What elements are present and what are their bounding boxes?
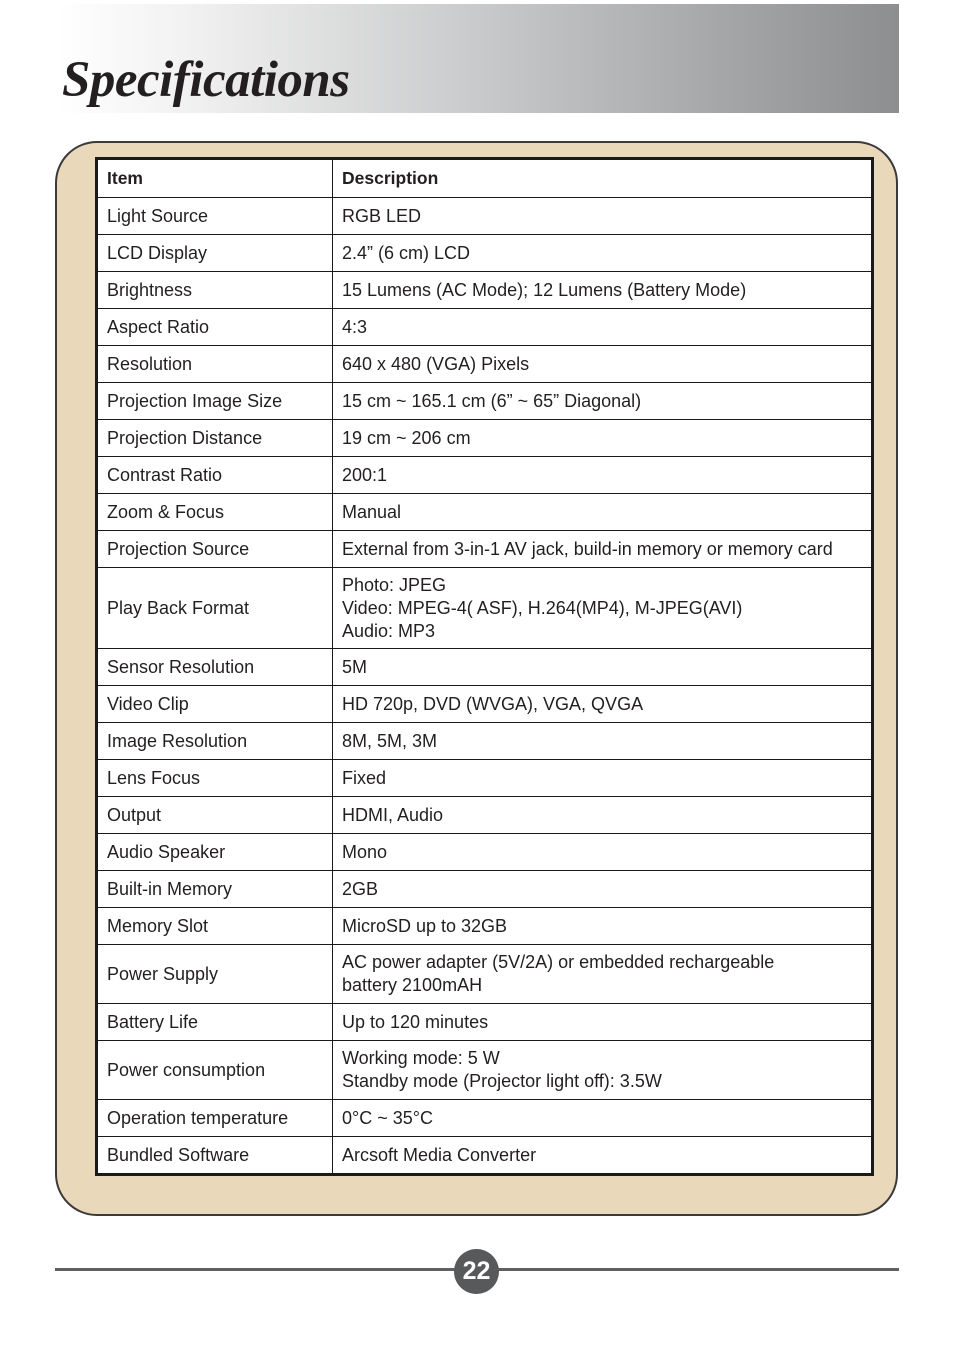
table-body — [97, 198, 873, 1175]
table-row — [97, 420, 873, 457]
description-line: 15 cm ~ 165.1 cm (6” ~ 65” Diagonal) — [342, 390, 642, 411]
description-line: 5M — [342, 656, 368, 677]
spec-item-description — [333, 686, 873, 723]
table-row — [97, 494, 873, 531]
description-line: 2GB — [342, 878, 379, 899]
description-line: 19 cm ~ 206 cm — [342, 427, 471, 448]
spec-item-description — [333, 235, 873, 272]
spec-item-description — [333, 531, 873, 568]
table-row — [97, 686, 873, 723]
spec-item-description — [333, 908, 873, 945]
spec-item-description — [333, 568, 873, 649]
table-row — [97, 760, 873, 797]
spec-item-label: Aspect Ratio — [97, 309, 333, 346]
spec-item-description — [333, 198, 873, 235]
column-header-description: Description — [333, 159, 873, 198]
spec-item-label: Power consumption — [97, 1041, 333, 1100]
spec-item-label: Projection Image Size — [97, 383, 333, 420]
spec-item-label: Bundled Software — [97, 1137, 333, 1175]
spec-item-label: Play Back Format — [97, 568, 333, 649]
spec-item-label: Audio Speaker — [97, 834, 333, 871]
spec-item-description — [333, 1041, 873, 1100]
spec-item-label: Contrast Ratio — [97, 457, 333, 494]
table-row — [97, 1137, 873, 1175]
description-line: battery 2100mAH — [342, 975, 483, 995]
table-row — [97, 531, 873, 568]
spec-item-description — [333, 760, 873, 797]
description-line: Video: MPEG-4( ASF), H.264(MP4), M-JPEG(AVI) — [342, 597, 743, 618]
spec-item-description — [333, 494, 873, 531]
spec-item-description — [333, 797, 873, 834]
spec-item-label: Zoom & Focus — [97, 494, 333, 531]
description-line: Standby mode (Projector light off): 3.5W — [342, 1071, 662, 1091]
spec-item-label: Lens Focus — [97, 760, 333, 797]
spec-item-label: Brightness — [97, 272, 333, 309]
description-line: MicroSD up to 32GB — [342, 915, 508, 936]
spec-item-label: Image Resolution — [97, 723, 333, 760]
description-line: Arcsoft Media Converter — [342, 1144, 537, 1165]
spec-item-description — [333, 1004, 873, 1041]
description-line: 640 x 480 (VGA) Pixels — [342, 353, 530, 374]
spec-item-label: Sensor Resolution — [97, 649, 333, 686]
table-row — [97, 908, 873, 945]
spec-item-description — [333, 346, 873, 383]
spec-item-label: Resolution — [97, 346, 333, 383]
table-row — [97, 198, 873, 235]
spec-item-label: Battery Life — [97, 1004, 333, 1041]
specifications-table — [95, 157, 874, 1176]
spec-item-description — [333, 383, 873, 420]
spec-item-label: Output — [97, 797, 333, 834]
spec-item-label: LCD Display — [97, 235, 333, 272]
table-row — [97, 568, 873, 649]
page-number-badge: 22 — [454, 1249, 499, 1294]
spec-item-label: Memory Slot — [97, 908, 333, 945]
spec-item-description — [333, 723, 873, 760]
spec-item-description — [333, 420, 873, 457]
table-row — [97, 834, 873, 871]
spec-item-label: Power Supply — [97, 945, 333, 1004]
column-header-item: Item — [97, 159, 333, 198]
description-line: 8M, 5M, 3M — [342, 730, 438, 751]
spec-item-description — [333, 649, 873, 686]
description-line: AC power adapter (5V/2A) or embedded rechargeable — [342, 952, 775, 972]
table-row — [97, 1004, 873, 1041]
spec-item-label: Video Clip — [97, 686, 333, 723]
spec-item-label: Projection Source — [97, 531, 333, 568]
table-header-row — [97, 159, 873, 198]
page-title: Specifications — [62, 52, 350, 108]
description-line: External from 3-in-1 AV jack, build-in memory or memory card — [342, 538, 833, 559]
description-line: Photo: JPEG — [342, 574, 447, 595]
spec-item-description — [333, 457, 873, 494]
table-row — [97, 346, 873, 383]
table-row — [97, 723, 873, 760]
spec-item-description — [333, 1100, 873, 1137]
spec-item-label: Operation temperature — [97, 1100, 333, 1137]
spec-item-label: Built-in Memory — [97, 871, 333, 908]
description-line: HD 720p, DVD (WVGA), VGA, QVGA — [342, 693, 644, 714]
table-row — [97, 1041, 873, 1100]
spec-item-description — [333, 871, 873, 908]
table-row — [97, 871, 873, 908]
table-row — [97, 1100, 873, 1137]
spec-item-description — [333, 309, 873, 346]
description-line: RGB LED — [342, 205, 422, 226]
description-line: Working mode: 5 W — [342, 1048, 500, 1068]
description-line: Fixed — [342, 767, 387, 788]
description-line: 4:3 — [342, 316, 368, 337]
table-row — [97, 383, 873, 420]
description-line: 0°C ~ 35°C — [342, 1107, 433, 1128]
spec-item-description — [333, 834, 873, 871]
table-row — [97, 457, 873, 494]
table-row — [97, 235, 873, 272]
table-row — [97, 945, 873, 1004]
description-line: Manual — [342, 501, 402, 522]
spec-item-description — [333, 1137, 873, 1175]
spec-item-description — [333, 272, 873, 309]
description-line: Up to 120 minutes — [342, 1011, 489, 1032]
description-line: Audio: MP3 — [342, 620, 436, 641]
description-line: 2.4” (6 cm) LCD — [342, 242, 471, 263]
table-row — [97, 272, 873, 309]
description-line: HDMI, Audio — [342, 804, 444, 825]
description-line: 15 Lumens (AC Mode); 12 Lumens (Battery Mode) — [342, 279, 747, 300]
table-row — [97, 797, 873, 834]
spec-item-label: Light Source — [97, 198, 333, 235]
spec-item-description — [333, 945, 873, 1004]
description-line: 200:1 — [342, 464, 388, 485]
table-row — [97, 649, 873, 686]
spec-item-label: Projection Distance — [97, 420, 333, 457]
description-line: Mono — [342, 841, 388, 862]
table-row — [97, 309, 873, 346]
